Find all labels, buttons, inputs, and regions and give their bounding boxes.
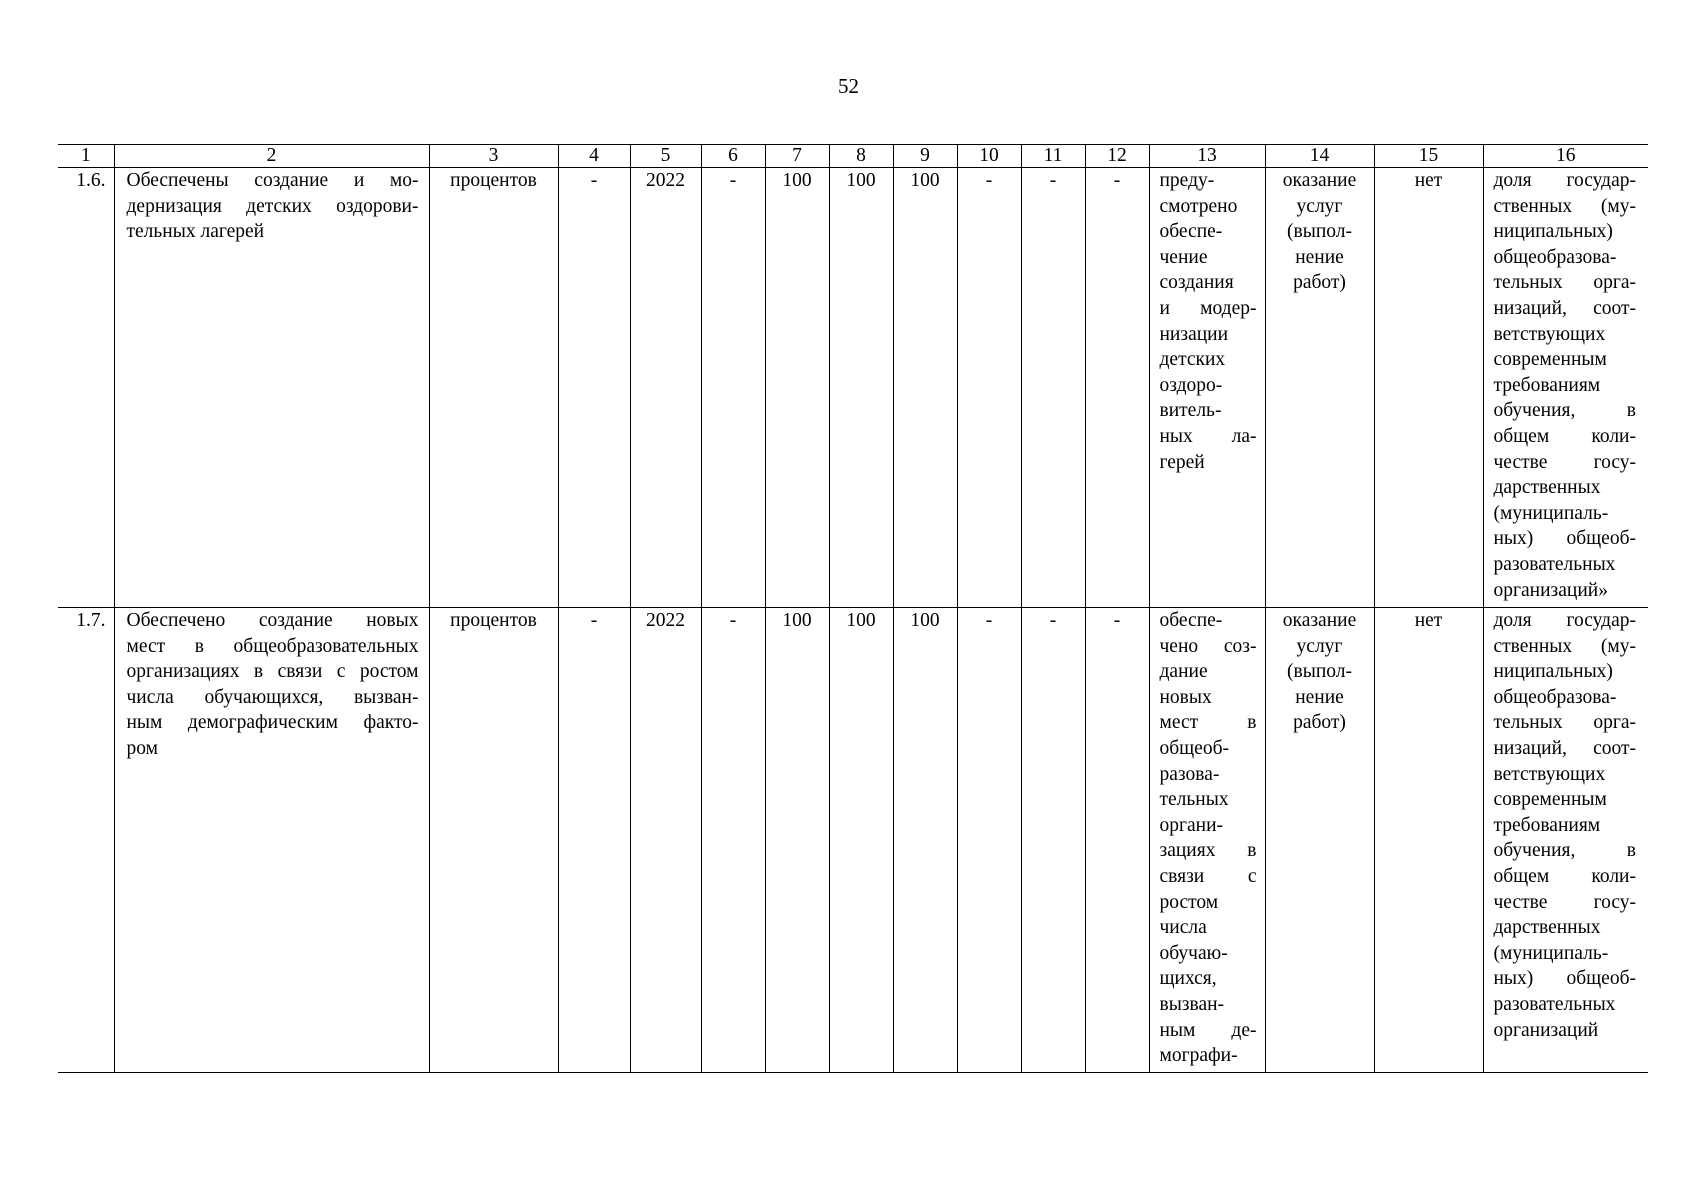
text-line: зациях в (1159, 840, 1257, 862)
text-line: дарственных (1493, 477, 1601, 499)
text-line: мографи- (1159, 1045, 1238, 1067)
text-line: обеспе- (1159, 221, 1223, 243)
linked-indicator (1483, 608, 1648, 1073)
text-line: общеоб- (1159, 737, 1230, 759)
header-cell: 8 (829, 145, 893, 168)
text-line: доля государ- (1493, 170, 1636, 191)
row-number: 1.6. (58, 168, 114, 608)
text-line: ных) общеоб- (1493, 528, 1636, 550)
text-line: дарственных (1493, 917, 1601, 939)
text-line: ветствующих (1493, 763, 1606, 785)
text-line: нение (1295, 686, 1344, 708)
text-line: ветствующих (1493, 323, 1606, 345)
text-line: обучаю- (1159, 942, 1228, 964)
text-line: дернизация детских оздорови- (126, 195, 419, 217)
text-line: создания (1159, 272, 1234, 294)
text-line: нение (1295, 246, 1344, 268)
value-cell: нет (1374, 168, 1483, 608)
text-line: чение (1159, 246, 1208, 268)
text-line: доля государ- (1493, 610, 1636, 631)
text-line: (выпол- (1287, 221, 1352, 243)
text-line: витель- (1159, 400, 1222, 422)
text-line: требованиям (1493, 374, 1601, 396)
table-row (58, 168, 1648, 608)
text-line: новых (1159, 686, 1212, 708)
year-cell: 2022 (630, 168, 701, 608)
indicators-table (58, 144, 1648, 1073)
text-line: мест в (1159, 712, 1257, 734)
unit-cell: процентов (429, 168, 558, 608)
measure-description (1149, 168, 1265, 608)
text-line: современным (1493, 349, 1607, 371)
unit-cell: процентов (429, 608, 558, 1073)
header-cell: 16 (1483, 145, 1648, 168)
header-cell: 6 (701, 145, 765, 168)
text-line: низаций, соот- (1493, 297, 1636, 319)
text-line: ростом (1159, 891, 1219, 913)
value-cell: - (558, 608, 630, 1073)
value-cell: 100 (829, 608, 893, 1073)
text-line: Обеспечено создание новых (126, 610, 419, 631)
text-line: общеобразова- (1493, 246, 1617, 268)
header-cell: 2 (114, 145, 429, 168)
text-line: смотрено (1159, 195, 1238, 217)
value-cell: - (1021, 608, 1085, 1073)
text-line: общеобразова- (1493, 686, 1617, 708)
text-line: тельных орга- (1493, 272, 1636, 294)
indicator-name (114, 168, 429, 608)
value-cell: 100 (893, 168, 957, 608)
value-cell: - (701, 168, 765, 608)
header-cell: 11 (1021, 145, 1085, 168)
text-line: связи с (1159, 865, 1257, 887)
text-line: обучения, в (1493, 400, 1636, 422)
text-line: организаций» (1493, 579, 1608, 601)
text-line: Обеспечены создание и мо- (126, 170, 419, 191)
value-cell: - (1085, 168, 1149, 608)
value-cell: - (701, 608, 765, 1073)
text-line: обучения, в (1493, 840, 1636, 862)
text-line: низации (1159, 323, 1229, 345)
text-line: дание (1159, 661, 1208, 683)
text-line: детских (1159, 349, 1226, 371)
text-line: услуг (1296, 195, 1343, 217)
text-line: оказание (1282, 610, 1357, 631)
text-line: ных ла- (1159, 425, 1257, 447)
value-cell: 100 (893, 608, 957, 1073)
table-row (58, 608, 1648, 1073)
text-line: услуг (1296, 635, 1343, 657)
text-line: тельных орга- (1493, 712, 1636, 734)
text-line: и модер- (1159, 297, 1257, 319)
text-line: оказание (1282, 170, 1357, 191)
text-line: (выпол- (1287, 661, 1352, 683)
text-line: ниципальных) (1493, 221, 1613, 243)
text-line: тельных лагерей (126, 221, 265, 243)
text-line: ным демографическим факто- (126, 712, 419, 734)
header-cell: 1 (58, 145, 114, 168)
text-line: вызван- (1159, 993, 1225, 1015)
text-line: герей (1159, 451, 1205, 473)
text-line: ниципальных) (1493, 661, 1613, 683)
text-line: преду- (1159, 170, 1215, 191)
header-row (58, 145, 1648, 168)
header-cell: 14 (1265, 145, 1374, 168)
text-line: (муниципаль- (1493, 502, 1609, 524)
header-cell: 7 (765, 145, 829, 168)
text-line: мест в общеобразовательных (126, 635, 419, 657)
value-cell: 100 (765, 608, 829, 1073)
text-line: ных) общеоб- (1493, 968, 1636, 990)
row-number: 1.7. (58, 608, 114, 1073)
text-line: разова- (1159, 763, 1220, 785)
value-cell: 100 (765, 168, 829, 608)
value-cell: нет (1374, 608, 1483, 1073)
text-line: числа (1159, 917, 1207, 939)
text-line: ственных (му- (1493, 195, 1636, 217)
header-cell: 4 (558, 145, 630, 168)
header-cell: 13 (1149, 145, 1265, 168)
text-line: работ) (1293, 272, 1346, 294)
activity-type (1265, 608, 1374, 1073)
text-line: (муниципаль- (1493, 942, 1609, 964)
text-line: организациях в связи с ростом (126, 661, 419, 683)
header-cell: 15 (1374, 145, 1483, 168)
value-cell: - (957, 168, 1021, 608)
text-line: честве госу- (1493, 451, 1636, 473)
text-line: чено соз- (1159, 635, 1257, 657)
value-cell: 100 (829, 168, 893, 608)
page-number: 52 (838, 74, 859, 98)
activity-type (1265, 168, 1374, 608)
measure-description (1149, 608, 1265, 1073)
text-line: ственных (му- (1493, 635, 1636, 657)
value-cell: - (558, 168, 630, 608)
value-cell: - (1085, 608, 1149, 1073)
text-line: оздоро- (1159, 374, 1223, 396)
text-line: разовательных (1493, 553, 1616, 575)
text-line: органи- (1159, 814, 1224, 836)
value-cell: - (957, 608, 1021, 1073)
text-line: организаций (1493, 1019, 1599, 1041)
text-line: разовательных (1493, 993, 1616, 1015)
text-line: требованиям (1493, 814, 1601, 836)
header-cell: 9 (893, 145, 957, 168)
text-line: низаций, соот- (1493, 737, 1636, 759)
text-line: общем коли- (1493, 425, 1636, 447)
header-cell: 12 (1085, 145, 1149, 168)
text-line: современным (1493, 789, 1607, 811)
text-line: обеспе- (1159, 610, 1223, 631)
text-line: честве госу- (1493, 891, 1636, 913)
text-line: щихся, (1159, 968, 1217, 990)
header-cell: 10 (957, 145, 1021, 168)
year-cell: 2022 (630, 608, 701, 1073)
header-cell: 5 (630, 145, 701, 168)
text-line: работ) (1293, 712, 1346, 734)
text-line: ным де- (1159, 1019, 1257, 1041)
header-cell: 3 (429, 145, 558, 168)
indicator-name (114, 608, 429, 1073)
value-cell: - (1021, 168, 1085, 608)
text-line: числа обучающихся, вызван- (126, 686, 419, 708)
text-line: общем коли- (1493, 865, 1636, 887)
text-line: тельных (1159, 789, 1229, 811)
linked-indicator (1483, 168, 1648, 608)
text-line: ром (126, 737, 158, 759)
